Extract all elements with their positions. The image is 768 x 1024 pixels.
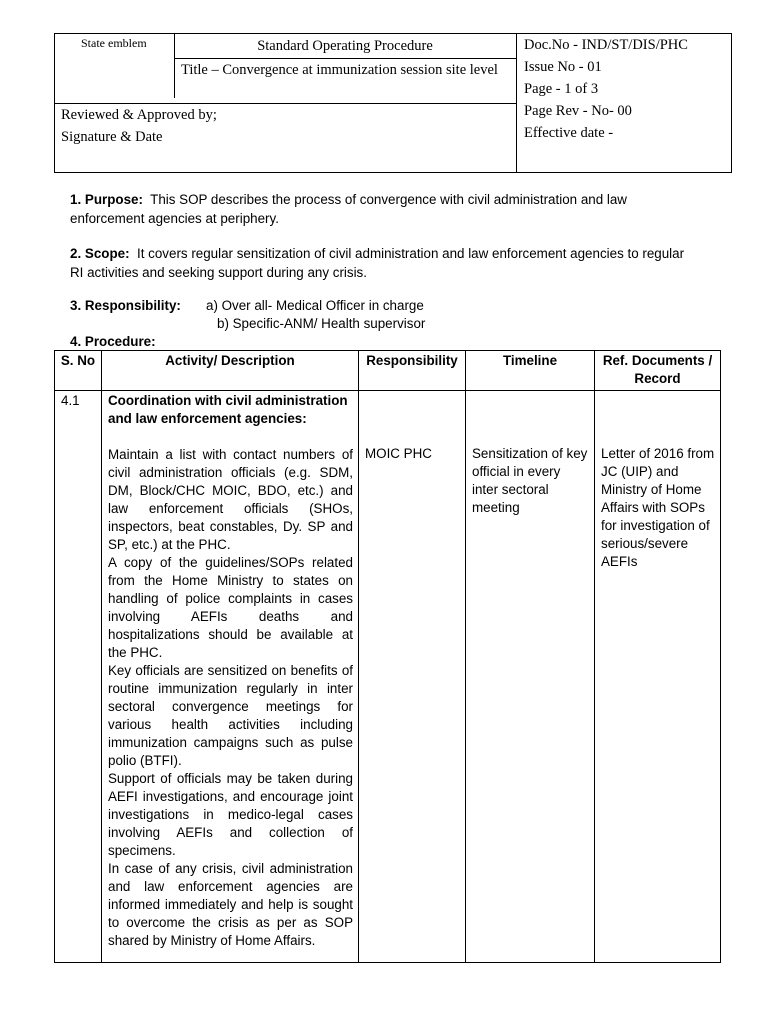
sop-title: Standard Operating Procedure [257, 38, 433, 54]
activity-paragraph: In case of any crisis, civil administration and law enforcement agencies are informed immediately and help is sought to overcome the crisis as per as SOP shared by Ministry of Home Affairs. [108, 861, 353, 948]
activity-paragraph: A copy of the guidelines/SOPs related from the Home Ministry to states on handling of police complaints in cases involving AEFIs deaths and hospitalizations should be available at the PHC. [108, 555, 353, 660]
row-activity [102, 391, 359, 963]
procedure-table [54, 350, 721, 963]
procedure-label: 4. Procedure: [70, 334, 156, 349]
document-header [54, 33, 732, 173]
column-header-timeline: Timeline [466, 351, 595, 391]
scope-label: 2. Scope: [70, 246, 130, 261]
row-sno: 4.1 [55, 391, 102, 963]
signature-date-label: Signature & Date [61, 129, 163, 145]
doc-number: Doc.No - IND/ST/DIS/PHC [524, 37, 688, 53]
purpose-section [70, 191, 690, 228]
purpose-text: This SOP describes the process of convergence with civil administration and law enforcement agencies at periphery. [70, 192, 627, 226]
activity-heading: Coordination with civil administration and law enforcement agencies: [108, 393, 348, 426]
activity-paragraph: Maintain a list with contact numbers of civil administration officials (e.g. SDM, DM, Block/CHC MOIC, BDO, etc.) and law enforcement officials (SHOs, inspectors, beat constables, Dy. SP and SP, etc.) at the PHC. [108, 447, 353, 552]
page-revision: Page Rev - No- 00 [524, 103, 632, 119]
table-row [55, 391, 721, 963]
responsibility-value: MOIC PHC [365, 446, 432, 461]
issue-number: Issue No - 01 [524, 59, 602, 75]
state-emblem-label: State emblem [81, 36, 147, 50]
scope-section [70, 245, 690, 282]
table-header-row [55, 351, 721, 391]
row-timeline [466, 391, 595, 963]
effective-date: Effective date - [524, 125, 614, 141]
activity-paragraph: Support of officials may be taken during AEFI investigations, and encourage joint investigations in medico-legal cases involving AEFIs and collection of specimens. [108, 771, 353, 858]
responsibility-section [70, 297, 690, 331]
scope-text: It covers regular sensitization of civil administration and law enforcement agencies to regular RI activities and seeking support during any crisis. [70, 246, 685, 280]
activity-paragraph: Key officials are sensitized on benefits of routine immunization regularly in inter sectoral convergence meetings for various health activities including immunization campaigns such as pulse polio (BTFI). [108, 663, 353, 768]
purpose-label: 1. Purpose: [70, 192, 143, 207]
procedure-section [70, 333, 690, 352]
column-header-ref-documents: Ref. Documents / Record [595, 351, 721, 391]
column-header-activity: Activity/ Description [102, 351, 359, 391]
column-header-responsibility: Responsibility [359, 351, 466, 391]
reviewed-approved-label: Reviewed & Approved by; [61, 107, 217, 123]
timeline-value: Sensitization of key official in every inter sectoral meeting [472, 446, 588, 515]
column-header-sno: S. No [55, 351, 102, 391]
ref-documents-value: Letter of 2016 from JC (UIP) and Ministry of Home Affairs with SOPs for investigation of serious/severe AEFIs [601, 446, 715, 569]
row-ref-documents [595, 391, 721, 963]
page-number: Page - 1 of 3 [524, 81, 599, 97]
responsibility-line-a: a) Over all- Medical Officer in charge [206, 298, 424, 313]
row-responsibility [359, 391, 466, 963]
responsibility-label: 3. Responsibility: [70, 298, 181, 313]
doc-title: Title – Convergence at immunization session site level [181, 62, 498, 78]
responsibility-line-b: b) Specific-ANM/ Health supervisor [217, 316, 426, 331]
